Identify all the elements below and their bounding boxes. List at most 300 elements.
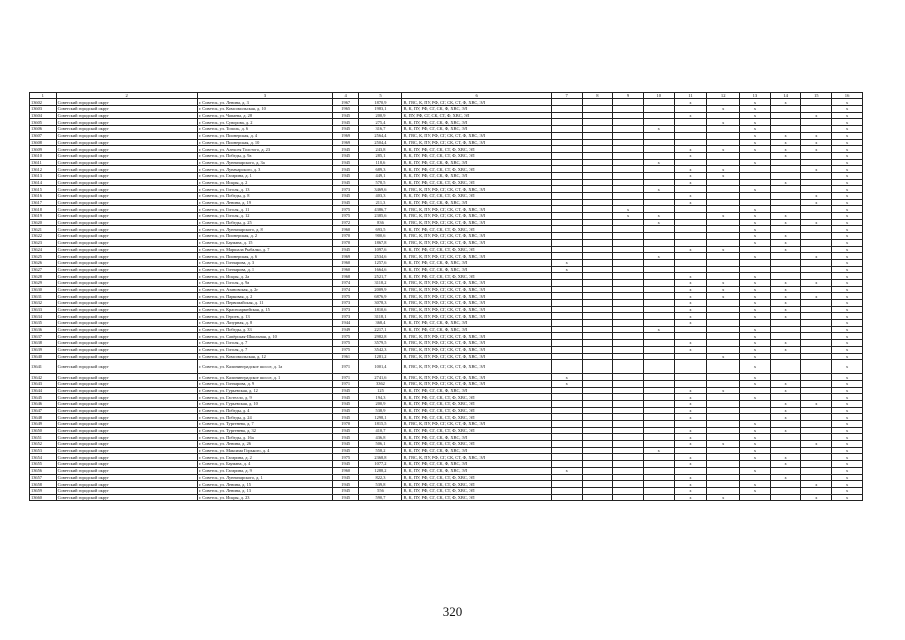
mark-8-cell xyxy=(582,112,613,119)
table-row xyxy=(30,146,863,153)
mark-11-cell: x xyxy=(674,474,707,481)
mark-9-cell xyxy=(613,159,644,166)
mark-15-cell xyxy=(801,172,832,179)
area-cell: 211,3 xyxy=(359,199,402,206)
column-number-8: 8 xyxy=(582,93,613,99)
utilities-cell: В, ГВС, К, ПУ, РФ, СГ, СК, СТ, Ф, ХВС, ЭЛ xyxy=(402,139,551,146)
build-year-cell: 1945 xyxy=(332,112,359,119)
table-row xyxy=(30,340,863,347)
mark-9-cell xyxy=(613,259,644,266)
area-cell: 2521,7 xyxy=(359,273,402,280)
mark-12-cell xyxy=(707,306,740,313)
area-cell: 822,3 xyxy=(359,474,402,481)
mark-8-cell xyxy=(582,159,613,166)
mark-10-cell xyxy=(643,400,674,407)
municipality-cell: Советский городской округ xyxy=(56,106,197,113)
mark-9-cell xyxy=(613,441,644,448)
row-id-cell: 13640 xyxy=(30,353,57,360)
build-year-cell: 1945 xyxy=(332,414,359,421)
municipality-cell: Советский городской округ xyxy=(56,421,197,428)
mark-12-cell: x xyxy=(707,119,740,126)
area-cell: 125 xyxy=(359,387,402,394)
utilities-cell: В, ГВС, К, ПУ, РФ, СГ, СК, СТ, Ф, ХВС, ЭЛ xyxy=(402,313,551,320)
table-row xyxy=(30,226,863,233)
mark-15-cell xyxy=(801,374,832,381)
mark-13-cell xyxy=(740,179,771,186)
build-year-cell: 1945 xyxy=(332,447,359,454)
address-cell: г. Советск, ул. Чапаева, д. 28 xyxy=(197,112,332,119)
mark-13-cell: x xyxy=(740,441,771,448)
utilities-cell: В, К, ПУ, РФ, СГ, СК, СТ, Ф, ХВС, ЭЛ xyxy=(402,193,551,200)
mark-9-cell xyxy=(613,421,644,428)
utilities-cell: В, ГВС, К, ПУ, РФ, СГ, СК, СТ, Ф, ХВС, ЭЛ xyxy=(402,239,551,246)
mark-13-cell: x xyxy=(740,333,771,340)
utilities-cell: В, К, ПУ, РФ, СГ, СК, СТ, Ф, ХВС, ЭЛ xyxy=(402,494,551,501)
municipality-cell: Советский городской округ xyxy=(56,380,197,387)
mark-14-cell xyxy=(770,273,801,280)
table-row xyxy=(30,199,863,206)
table-row xyxy=(30,353,863,360)
address-cell: г. Советск, ул. Азановская, д. 2г xyxy=(197,286,332,293)
utilities-cell: В, К, ПУ, РФ, СГ, СК, Ф, ХВС, ЭЛ xyxy=(402,259,551,266)
municipality-cell: Советский городской округ xyxy=(56,239,197,246)
mark-16-cell: x xyxy=(832,481,863,488)
municipality-cell: Советский городской округ xyxy=(56,152,197,159)
mark-7-cell xyxy=(551,213,582,220)
mark-7-cell xyxy=(551,494,582,501)
address-cell: г. Советск, ул. Тополь, д. 6 xyxy=(197,126,332,133)
mark-16-cell: x xyxy=(832,166,863,173)
mark-10-cell xyxy=(643,454,674,461)
area-cell: 693,5 xyxy=(359,226,402,233)
mark-14-cell: x xyxy=(770,427,801,434)
utilities-cell: В, ГВС, К, ПУ, РФ, СГ, СК, СТ, Ф, ХВС, ЭЛ xyxy=(402,454,551,461)
mark-16-cell: x xyxy=(832,333,863,340)
utilities-cell: В, ГВС, К, ПУ, РФ, СГ, СК, СТ, Ф, ХВС, ЭЛ xyxy=(402,374,551,381)
area-cell: 2217,1 xyxy=(359,326,402,333)
area-cell: 1257,6 xyxy=(359,259,402,266)
mark-12-cell: x xyxy=(707,353,740,360)
row-id-cell: 13605 xyxy=(30,119,57,126)
mark-12-cell xyxy=(707,487,740,494)
table-row xyxy=(30,400,863,407)
mark-10-cell xyxy=(643,119,674,126)
mark-14-cell: x xyxy=(770,461,801,468)
mark-10-cell xyxy=(643,346,674,353)
mark-13-cell: x xyxy=(740,353,771,360)
build-year-cell: 1945 xyxy=(332,246,359,253)
build-year-cell: 1945 xyxy=(332,487,359,494)
utilities-cell: В, ГВС, К, ПУ, РФ, СГ, СК, СТ, Ф, ХВС, ЭЛ xyxy=(402,293,551,300)
utilities-cell: В, К, ПУ, РФ, СГ, СК, СТ, Ф, ХВС, ЭЛ xyxy=(402,394,551,401)
mark-8-cell xyxy=(582,494,613,501)
mark-16-cell: x xyxy=(832,360,863,374)
mark-12-cell xyxy=(707,340,740,347)
mark-9-cell xyxy=(613,387,644,394)
area-cell: 285,1 xyxy=(359,152,402,159)
mark-14-cell: x xyxy=(770,414,801,421)
mark-10-cell xyxy=(643,193,674,200)
mark-10-cell xyxy=(643,340,674,347)
table-row xyxy=(30,233,863,240)
mark-13-cell: x xyxy=(740,427,771,434)
mark-7-cell xyxy=(551,193,582,200)
mark-14-cell xyxy=(770,421,801,428)
table-row xyxy=(30,106,863,113)
mark-16-cell: x xyxy=(832,293,863,300)
build-year-cell: 1945 xyxy=(332,146,359,153)
mark-12-cell xyxy=(707,407,740,414)
mark-9-cell xyxy=(613,487,644,494)
mark-13-cell xyxy=(740,246,771,253)
mark-9-cell xyxy=(613,226,644,233)
mark-8-cell xyxy=(582,233,613,240)
mark-7-cell xyxy=(551,172,582,179)
mark-10-cell xyxy=(643,166,674,173)
build-year-cell: 1970 xyxy=(332,421,359,428)
row-id-cell: 13621 xyxy=(30,226,57,233)
mark-16-cell: x xyxy=(832,179,863,186)
mark-11-cell: x xyxy=(674,306,707,313)
mark-14-cell xyxy=(770,434,801,441)
mark-14-cell: x xyxy=(770,146,801,153)
mark-13-cell: x xyxy=(740,306,771,313)
utilities-cell: В, ГВС, К, ПУ, РФ, СГ, СК, СТ, Ф, ХВС, ЭЛ xyxy=(402,346,551,353)
utilities-cell: В, ГВС, К, ПУ, РФ, СГ, СК, СТ, Ф, ХВС, ЭЛ xyxy=(402,340,551,347)
address-cell: г. Советск, ул. Гончарова, д. 9 xyxy=(197,380,332,387)
mark-9-cell xyxy=(613,293,644,300)
utilities-cell: В, К, ПУ, РФ, СГ, СК, Ф, ХВС, ЭЛ xyxy=(402,126,551,133)
address-cell: г. Советск, ул. Гоголя, д. 7 xyxy=(197,346,332,353)
mark-12-cell xyxy=(707,99,740,106)
build-year-cell: 1975 xyxy=(332,206,359,213)
area-cell: 3579,5 xyxy=(359,340,402,347)
mark-15-cell xyxy=(801,179,832,186)
area-cell: 1815,5 xyxy=(359,421,402,428)
build-year-cell: 1949 xyxy=(332,326,359,333)
area-cell: 4386,7 xyxy=(359,206,402,213)
row-id-cell: 13636 xyxy=(30,326,57,333)
municipality-cell: Советский городской округ xyxy=(56,340,197,347)
municipality-cell: Советский городской округ xyxy=(56,414,197,421)
mark-16-cell: x xyxy=(832,146,863,153)
row-id-cell: 13635 xyxy=(30,320,57,327)
table-row xyxy=(30,387,863,394)
mark-15-cell xyxy=(801,427,832,434)
address-cell: г. Советск, ул. Тургенева, д. 7 xyxy=(197,421,332,428)
area-cell: 3362 xyxy=(359,380,402,387)
build-year-cell: 1968 xyxy=(332,273,359,280)
mark-16-cell: x xyxy=(832,112,863,119)
municipality-cell: Советский городской округ xyxy=(56,146,197,153)
mark-14-cell: x xyxy=(770,279,801,286)
address-cell: г. Советск, ул. Максима Горького, д. 4 xyxy=(197,447,332,454)
area-cell: 1870,9 xyxy=(359,99,402,106)
area-cell: 2368,8 xyxy=(359,454,402,461)
mark-12-cell: x xyxy=(707,166,740,173)
mark-16-cell: x xyxy=(832,273,863,280)
mark-7-cell xyxy=(551,454,582,461)
area-cell: 2741,6 xyxy=(359,374,402,381)
mark-15-cell xyxy=(801,454,832,461)
mark-16-cell: x xyxy=(832,400,863,407)
mark-14-cell: x xyxy=(770,179,801,186)
mark-7-cell xyxy=(551,286,582,293)
utilities-cell: В, К, ПУ, РФ, СГ, СК, СТ, Ф, ХВС, ЭЛ xyxy=(402,481,551,488)
mark-15-cell xyxy=(801,233,832,240)
build-year-cell: 1974 xyxy=(332,286,359,293)
mark-16-cell: x xyxy=(832,427,863,434)
mark-15-cell: x xyxy=(801,139,832,146)
mark-16-cell: x xyxy=(832,253,863,260)
row-id-cell: 13638 xyxy=(30,340,57,347)
mark-16-cell: x xyxy=(832,199,863,206)
utilities-cell: В, К, ПУ, РФ, СГ, СК, СТ, Ф, ХВС, ЭЛ xyxy=(402,400,551,407)
mark-8-cell xyxy=(582,387,613,394)
mark-7-cell xyxy=(551,132,582,139)
mark-13-cell: x xyxy=(740,219,771,226)
mark-16-cell: x xyxy=(832,387,863,394)
mark-15-cell xyxy=(801,346,832,353)
municipality-cell: Советский городской округ xyxy=(56,374,197,381)
build-year-cell: 1965 xyxy=(332,106,359,113)
mark-10-cell xyxy=(643,387,674,394)
mark-7-cell xyxy=(551,441,582,448)
mark-13-cell xyxy=(740,474,771,481)
table-row xyxy=(30,447,863,454)
mark-7-cell xyxy=(551,199,582,206)
municipality-cell: Советский городской округ xyxy=(56,266,197,273)
mark-14-cell: x xyxy=(770,313,801,320)
mark-16-cell: x xyxy=(832,246,863,253)
mark-13-cell xyxy=(740,199,771,206)
mark-12-cell xyxy=(707,253,740,260)
mark-15-cell xyxy=(801,239,832,246)
mark-7-cell xyxy=(551,346,582,353)
mark-8-cell xyxy=(582,259,613,266)
mark-16-cell: x xyxy=(832,106,863,113)
mark-11-cell xyxy=(674,253,707,260)
mark-13-cell: x xyxy=(740,279,771,286)
mark-16-cell: x xyxy=(832,213,863,220)
mark-9-cell xyxy=(613,353,644,360)
address-cell: г. Советск, ул. Алексея Толстого, д. 23 xyxy=(197,146,332,153)
municipality-cell: Советский городской округ xyxy=(56,407,197,414)
mark-7-cell xyxy=(551,340,582,347)
mark-16-cell: x xyxy=(832,414,863,421)
mark-7-cell xyxy=(551,112,582,119)
build-year-cell: 1960 xyxy=(332,259,359,266)
build-year-cell: 1975 xyxy=(332,454,359,461)
mark-16-cell: x xyxy=(832,346,863,353)
table-row xyxy=(30,152,863,159)
mark-10-cell xyxy=(643,279,674,286)
mark-12-cell xyxy=(707,126,740,133)
mark-8-cell xyxy=(582,293,613,300)
address-cell: г. Советск, ул. Гончарова, д. 3 xyxy=(197,259,332,266)
mark-7-cell xyxy=(551,233,582,240)
build-year-cell: 1969 xyxy=(332,253,359,260)
area-cell: 1281,2 xyxy=(359,353,402,360)
mark-12-cell xyxy=(707,186,740,193)
build-year-cell: 1945 xyxy=(332,387,359,394)
mark-10-cell xyxy=(643,414,674,421)
mark-16-cell: x xyxy=(832,206,863,213)
mark-11-cell: x xyxy=(674,146,707,153)
mark-10-cell xyxy=(643,353,674,360)
address-cell: г. Советск, ул. Ленина, д. 15 xyxy=(197,481,332,488)
mark-7-cell xyxy=(551,166,582,173)
mark-16-cell: x xyxy=(832,374,863,381)
row-id-cell: 13655 xyxy=(30,461,57,468)
mark-12-cell xyxy=(707,400,740,407)
row-id-cell: 13613 xyxy=(30,172,57,179)
mark-8-cell xyxy=(582,487,613,494)
mark-8-cell xyxy=(582,193,613,200)
municipality-cell: Советский городской округ xyxy=(56,447,197,454)
mark-12-cell xyxy=(707,206,740,213)
build-year-cell: 1971 xyxy=(332,374,359,381)
municipality-cell: Советский городской округ xyxy=(56,179,197,186)
mark-13-cell: x xyxy=(740,253,771,260)
mark-9-cell xyxy=(613,139,644,146)
build-year-cell: 1960 xyxy=(332,226,359,233)
column-number-6: 6 xyxy=(402,93,551,99)
mark-13-cell: x xyxy=(740,467,771,474)
mark-12-cell: x xyxy=(707,279,740,286)
address-cell: г. Советск, ул. Ленина, д. 26 xyxy=(197,441,332,448)
build-year-cell: 1973 xyxy=(332,313,359,320)
mark-13-cell: x xyxy=(740,132,771,139)
mark-10-cell xyxy=(643,226,674,233)
mark-16-cell: x xyxy=(832,454,863,461)
row-id-cell: 13617 xyxy=(30,199,57,206)
mark-15-cell: x xyxy=(801,132,832,139)
area-cell: 3118,2 xyxy=(359,279,402,286)
mark-14-cell xyxy=(770,159,801,166)
mark-11-cell: x xyxy=(674,273,707,280)
mark-11-cell xyxy=(674,186,707,193)
mark-9-cell xyxy=(613,300,644,307)
mark-9-cell xyxy=(613,434,644,441)
area-cell: 590,7 xyxy=(359,494,402,501)
mark-13-cell: x xyxy=(740,206,771,213)
mark-8-cell xyxy=(582,414,613,421)
mark-14-cell xyxy=(770,447,801,454)
mark-15-cell xyxy=(801,186,832,193)
municipality-cell: Советский городской округ xyxy=(56,394,197,401)
mark-9-cell xyxy=(613,346,644,353)
build-year-cell: 1945 xyxy=(332,152,359,159)
mark-16-cell: x xyxy=(832,380,863,387)
table-row xyxy=(30,219,863,226)
mark-8-cell xyxy=(582,273,613,280)
mark-8-cell xyxy=(582,434,613,441)
row-id-cell: 13649 xyxy=(30,421,57,428)
mark-12-cell xyxy=(707,474,740,481)
mark-13-cell xyxy=(740,320,771,327)
address-cell: г. Советск, ул. Гоголя, д. 9а xyxy=(197,279,332,286)
utilities-cell: В, К, ПУ, РФ, СГ, СК, СТ, Ф, ХВС, ЭЛ xyxy=(402,487,551,494)
mark-12-cell xyxy=(707,421,740,428)
municipality-cell: Советский городской округ xyxy=(56,320,197,327)
mark-14-cell xyxy=(770,166,801,173)
utilities-cell: В, К, ПУ, РФ, СГ, СК, Ф, ХВС, ЭЛ xyxy=(402,467,551,474)
table-row xyxy=(30,454,863,461)
row-id-cell: 13624 xyxy=(30,246,57,253)
row-id-cell: 13650 xyxy=(30,427,57,434)
mark-13-cell: x xyxy=(740,346,771,353)
mark-12-cell xyxy=(707,233,740,240)
mark-8-cell xyxy=(582,374,613,381)
mark-8-cell xyxy=(582,166,613,173)
mark-13-cell: x xyxy=(740,380,771,387)
mark-9-cell xyxy=(613,340,644,347)
mark-9-cell: x xyxy=(613,206,644,213)
mark-10-cell xyxy=(643,421,674,428)
mark-15-cell xyxy=(801,387,832,394)
mark-9-cell xyxy=(613,380,644,387)
mark-11-cell xyxy=(674,126,707,133)
mark-9-cell xyxy=(613,239,644,246)
municipality-cell: Советский городской округ xyxy=(56,233,197,240)
mark-15-cell xyxy=(801,474,832,481)
area-cell: 275,4 xyxy=(359,119,402,126)
mark-12-cell xyxy=(707,467,740,474)
mark-11-cell: x xyxy=(674,300,707,307)
address-cell: г. Советск, ул. Победы, д. 25 xyxy=(197,219,332,226)
utilities-cell: В, К, ПУ, РФ, СГ, СК, СТ, Ф, ХВС, ЭЛ xyxy=(402,407,551,414)
mark-14-cell: x xyxy=(770,239,801,246)
mark-11-cell xyxy=(674,239,707,246)
mark-7-cell xyxy=(551,447,582,454)
mark-16-cell: x xyxy=(832,279,863,286)
mark-15-cell xyxy=(801,447,832,454)
mark-10-cell: x xyxy=(643,213,674,220)
mark-13-cell xyxy=(740,400,771,407)
utilities-cell: В, ГВС, К, ПУ, РФ, СГ, СК, СТ, Ф, ХВС, ЭЛ xyxy=(402,233,551,240)
row-id-cell: 13651 xyxy=(30,434,57,441)
mark-12-cell xyxy=(707,414,740,421)
utilities-cell: В, ГВС, К, ПУ, РФ, СГ, СК, СТ, Ф, ХВС, ЭЛ xyxy=(402,99,551,106)
mark-16-cell: x xyxy=(832,193,863,200)
row-id-cell: 13656 xyxy=(30,467,57,474)
table-row xyxy=(30,300,863,307)
mark-8-cell xyxy=(582,126,613,133)
municipality-cell: Советский городской округ xyxy=(56,226,197,233)
mark-7-cell xyxy=(551,320,582,327)
mark-8-cell xyxy=(582,441,613,448)
mark-15-cell: x xyxy=(801,146,832,153)
mark-16-cell: x xyxy=(832,407,863,414)
mark-9-cell xyxy=(613,233,644,240)
table-row xyxy=(30,186,863,193)
mark-8-cell xyxy=(582,99,613,106)
mark-15-cell xyxy=(801,119,832,126)
mark-7-cell xyxy=(551,333,582,340)
mark-13-cell: x xyxy=(740,360,771,374)
mark-11-cell: x xyxy=(674,193,707,200)
row-id-cell: 13639 xyxy=(30,346,57,353)
row-id-cell: 13610 xyxy=(30,152,57,159)
mark-10-cell xyxy=(643,487,674,494)
mark-12-cell: x xyxy=(707,441,740,448)
row-id-cell: 13631 xyxy=(30,293,57,300)
build-year-cell: 1945 xyxy=(332,461,359,468)
mark-8-cell xyxy=(582,320,613,327)
mark-9-cell xyxy=(613,461,644,468)
mark-16-cell: x xyxy=(832,306,863,313)
